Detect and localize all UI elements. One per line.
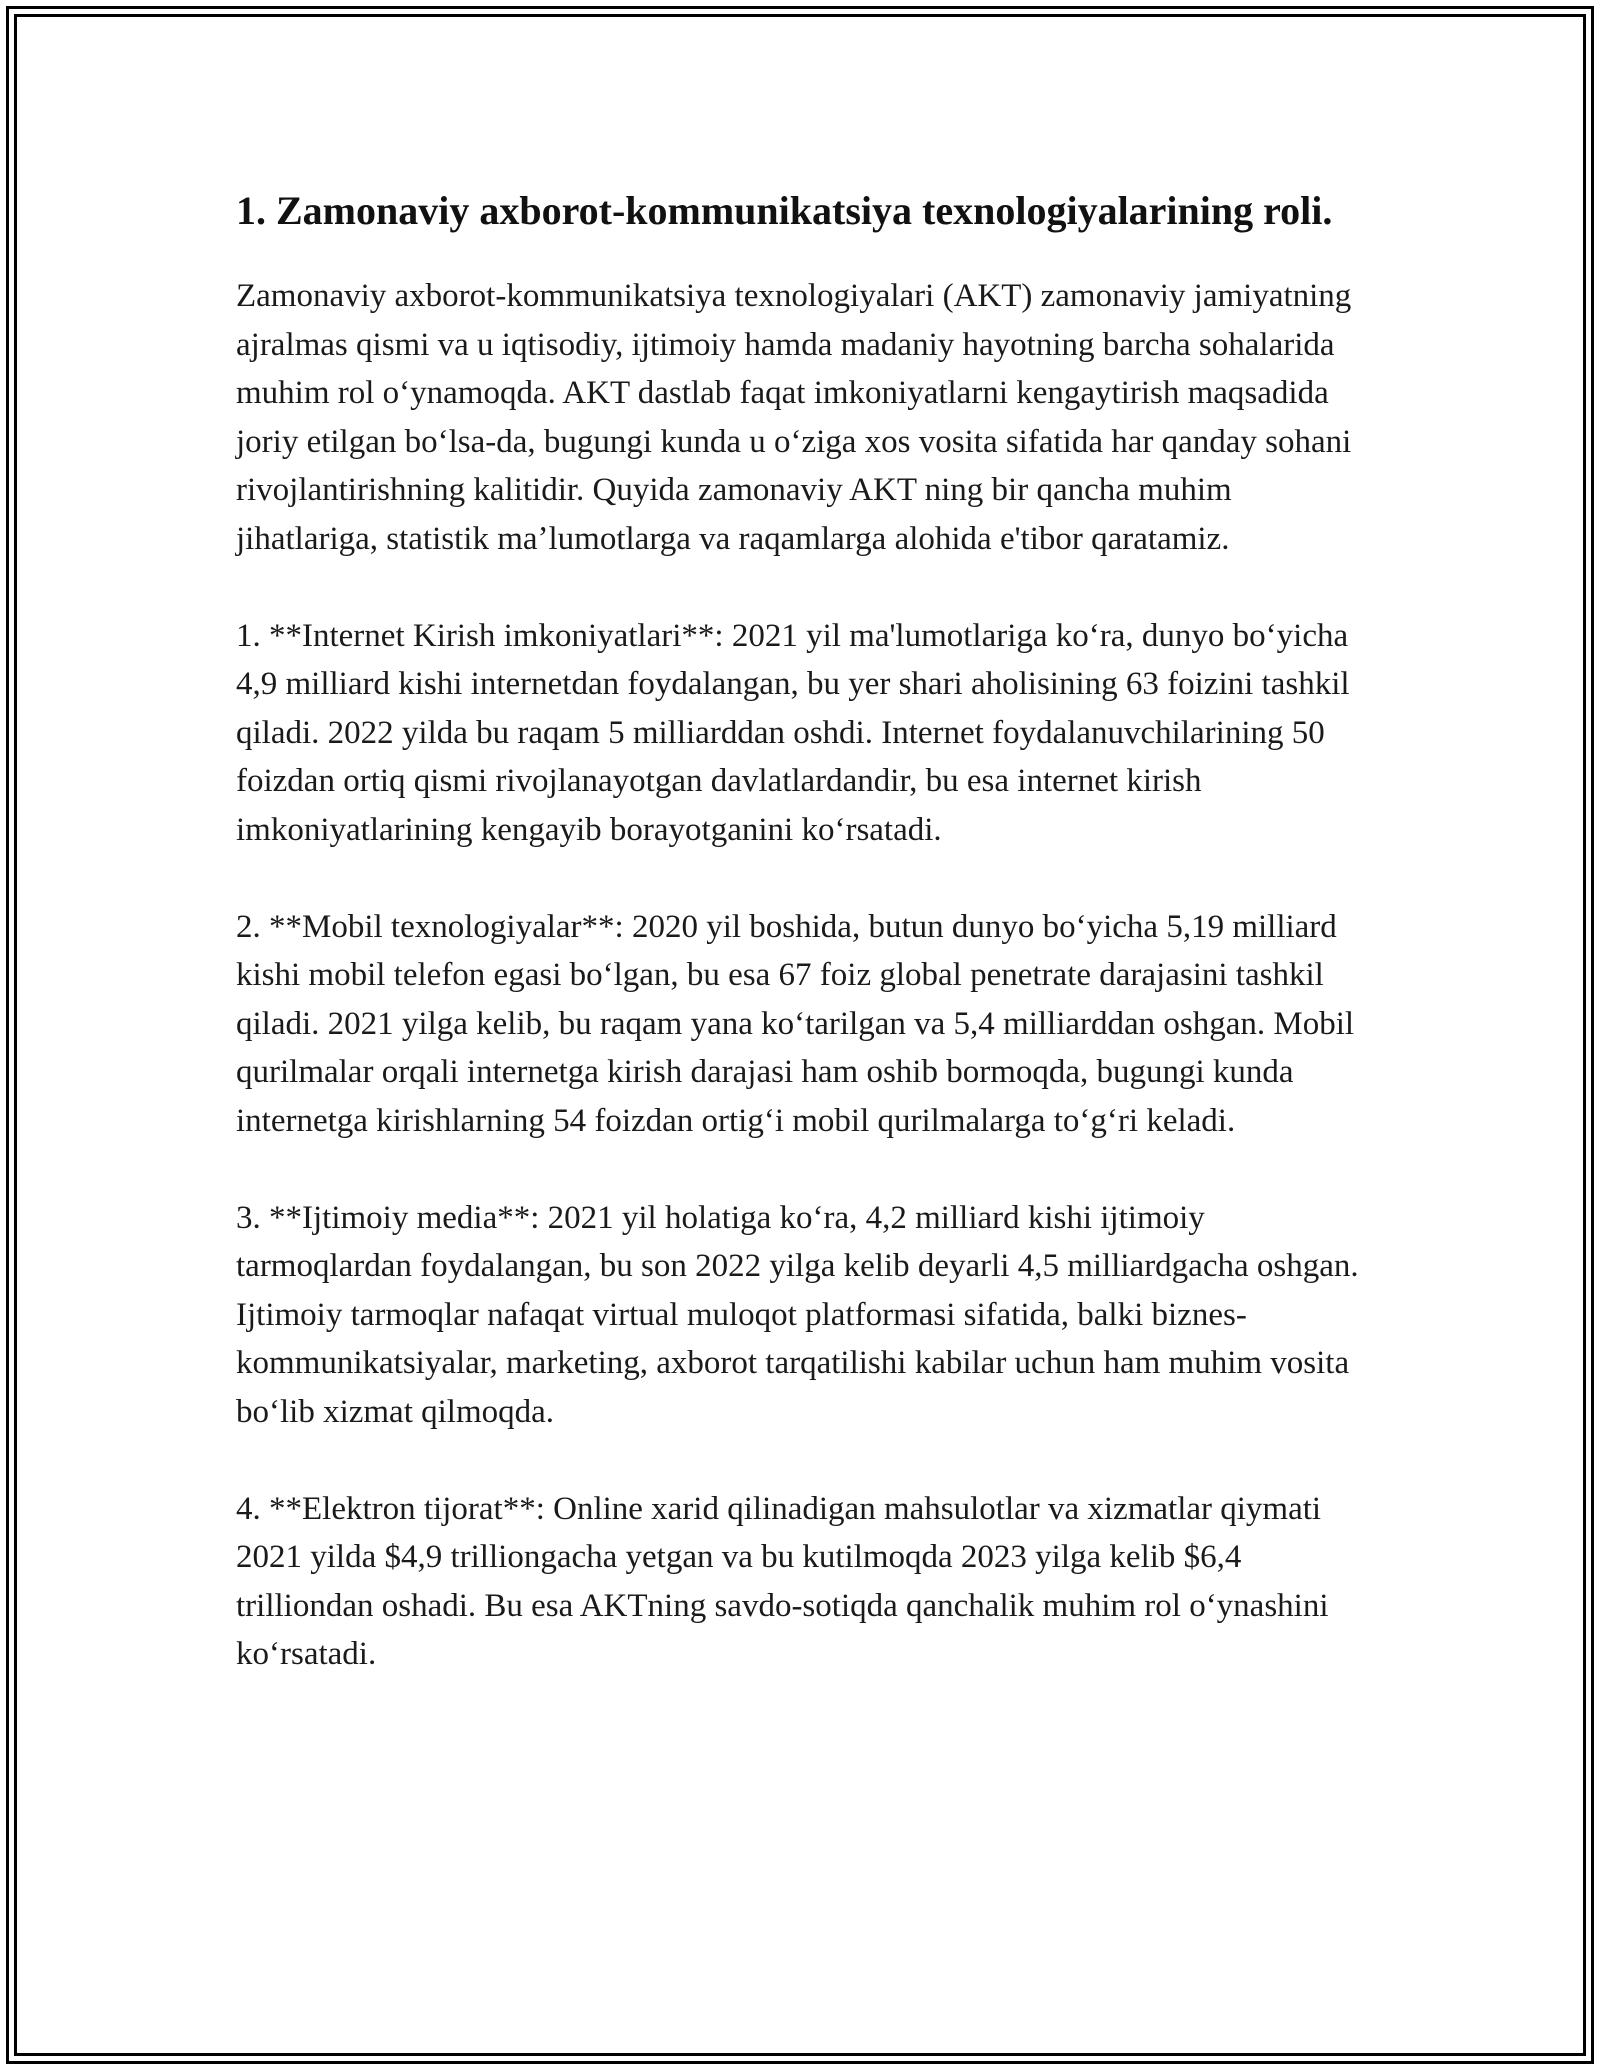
document-body — [236, 186, 1376, 1679]
section-title: 1. Zamonaviy axborot-kommunikatsiya texnologiyalarining roli. — [236, 188, 1333, 233]
paragraph-social-media: 3. **Ijtimoiy media**: 2021 yil holatiga koʻra, 4,2 milliard kishi ijtimoiy tarmoqlardan foydalangan, bu son 2022 yilga kelib deyarli 4,5 milliardgacha oshgan. Ijtimoiy tarmoqlar nafaqat virtual muloqot platformasi sifatida, balki biznes-kommunikatsiyalar, marketing, axborot tarqatilishi kabilar uchun ham muhim vosita boʻlib xizmat qilmoqda. — [236, 1199, 1359, 1430]
intro-paragraph: Zamonaviy axborot-kommunikatsiya texnologiyalari (AKT) zamonaviy jamiyatning ajralmas qismi va u iqtisodiy, ijtimoiy hamda madaniy hayotning barcha sohalarida muhim rol oʻynamoqda. AKT dastlab faqat imkoniyatlarni kengaytirish maqsadida joriy etilgan boʻlsa-da, bugungi kunda u oʻziga xos vosita sifatida har qanday sohani rivojlantirishning kalitidir. Quyida zamonaviy AKT ning bir qancha muhim jihatlariga, statistik maʼlumotlarga va raqamlarga alohida e'tibor qaratamiz. — [236, 278, 1352, 557]
paragraph-internet-access: 1. **Internet Kirish imkoniyatlari**: 2021 yil ma'lumotlariga koʻra, dunyo boʻyicha 4,9 milliard kishi internetdan foydalangan, bu yer shari aholisining 63 foizini tashkil qiladi. 2022 yilda bu raqam 5 milliarddan oshdi. Internet foydalanuvchilarining 50 foizdan ortiq qismi rivojlanayotgan davlatlardandir, bu esa internet kirish imkoniyatlarining kengayib borayotganini koʻrsatadi. — [236, 617, 1350, 848]
paragraph-mobile-technologies: 2. **Mobil texnologiyalar**: 2020 yil boshida, butun dunyo boʻyicha 5,19 milliard kishi mobil telefon egasi boʻlgan, bu esa 67 foiz global penetrate darajasini tashkil qiladi. 2021 yilga kelib, bu raqam yana koʻtarilgan va 5,4 milliarddan oshgan. Mobil qurilmalar orqali internetga kirish darajasi ham oshib bormoqda, bugungi kunda internetga kirishlarning 54 foizdan ortigʻi mobil qurilmalarga toʻgʻri keladi. — [236, 908, 1355, 1139]
paragraph-e-commerce: 4. **Elektron tijorat**: Online xarid qilinadigan mahsulotlar va xizmatlar qiymati 2021 yilda $4,9 trilliongacha yetgan va bu kutilmoqda 2023 yilga kelib $6,4 trilliondan oshadi. Bu esa AKTning savdo-sotiqda qanchalik muhim rol oʻynashini koʻrsatadi. — [236, 1490, 1329, 1672]
